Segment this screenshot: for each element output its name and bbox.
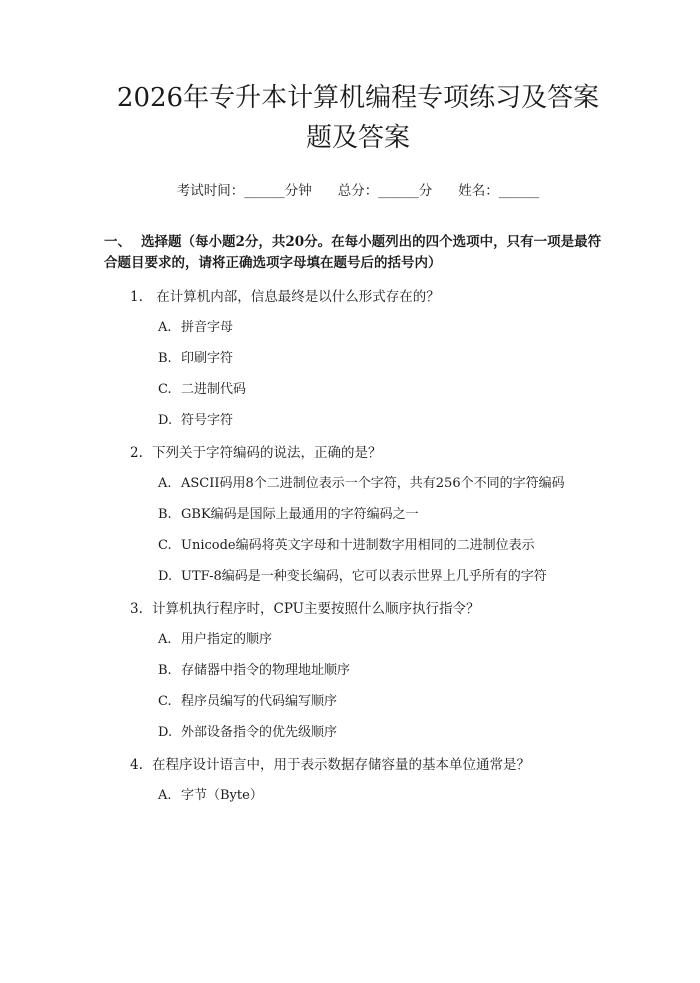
section-heading (104, 232, 612, 274)
question-number: 1. (130, 289, 143, 305)
option-text: 用户指定的顺序 (181, 632, 273, 647)
option-item (104, 506, 612, 524)
option-text: 外部设备指令的优先级顺序 (181, 725, 338, 740)
option-letter: A. (158, 788, 172, 803)
option-item (104, 319, 612, 337)
option-text: 符号字符 (181, 413, 234, 428)
option-item (104, 662, 612, 680)
option-letter: D. (158, 413, 173, 428)
question-block (104, 288, 612, 430)
question-text: 下列关于字符编码的说法，正确的是？ (152, 445, 382, 461)
option-letter: D. (158, 569, 173, 584)
option-letter: B. (158, 663, 172, 678)
option-item (104, 724, 612, 742)
question-text: 计算机执行程序时，CPU主要按照什么顺序执行指令？ (152, 601, 480, 617)
option-letter: C. (158, 538, 172, 553)
option-item (104, 568, 612, 586)
option-text: Unicode编码将英文字母和十进制数字用相同的二进制位表示 (181, 538, 535, 553)
option-item (104, 381, 612, 399)
question-stem (104, 756, 612, 774)
option-text: 存储器中指令的物理地址顺序 (181, 663, 351, 678)
option-item (104, 412, 612, 430)
option-letter: A. (158, 476, 172, 491)
question-block (104, 600, 612, 742)
option-item (104, 350, 612, 368)
option-letter: B. (158, 351, 172, 366)
option-item (104, 631, 612, 649)
document-page (0, 78, 700, 983)
option-letter: A. (158, 320, 172, 335)
option-item (104, 475, 612, 493)
question-number: 2. (130, 445, 143, 461)
exam-meta (104, 181, 612, 201)
question-number: 4. (130, 757, 143, 773)
option-text: UTF-8编码是一种变长编码，它可以表示世界上几乎所有的字符 (181, 569, 547, 584)
option-text: 程序员编写的代码编写顺序 (181, 694, 338, 709)
option-letter: D. (158, 725, 173, 740)
option-list (104, 319, 612, 430)
option-letter: C. (158, 382, 172, 397)
question-stem (104, 444, 612, 462)
document-title: 2026年专升本计算机编程专项练习及答案题及答案 (116, 83, 600, 153)
exam-time-label: 考试时间：______分钟 (176, 183, 312, 199)
question-text: 在计算机内部，信息最终是以什么形式存在的？ (156, 289, 440, 305)
option-text: 二进制代码 (181, 382, 247, 397)
question-text: 在程序设计语言中，用于表示数据存储容量的基本单位通常是？ (152, 757, 530, 773)
option-text: 印刷字符 (181, 351, 234, 366)
student-name-label: 姓名：______ (458, 183, 540, 199)
option-letter: C. (158, 694, 172, 709)
section-instructions: 选择题（每小题2分，共20分。在每小题列出的四个选项中，只有一项是最符合题目要求的，请将正确选项字母填在题号后的括号内） (104, 234, 602, 271)
option-letter: B. (158, 507, 172, 522)
option-list (104, 475, 612, 586)
option-letter: A. (158, 632, 172, 647)
option-item (104, 787, 612, 805)
option-text: 字节（Byte） (181, 788, 263, 803)
question-stem (104, 600, 612, 618)
option-list (104, 787, 612, 805)
option-list (104, 631, 612, 742)
option-text: 拼音字母 (181, 320, 234, 335)
option-text: GBK编码是国际上最通用的字符编码之一 (181, 507, 419, 522)
question-block (104, 756, 612, 805)
section-number: 一、 (104, 234, 131, 250)
option-item (104, 537, 612, 555)
total-score-label: 总分：______分 (337, 183, 433, 199)
question-block (104, 444, 612, 586)
question-stem (104, 288, 612, 306)
option-item (104, 693, 612, 711)
question-number: 3. (130, 601, 143, 617)
option-text: ASCII码用8个二进制位表示一个字符，共有256个不同的字符编码 (181, 476, 565, 491)
